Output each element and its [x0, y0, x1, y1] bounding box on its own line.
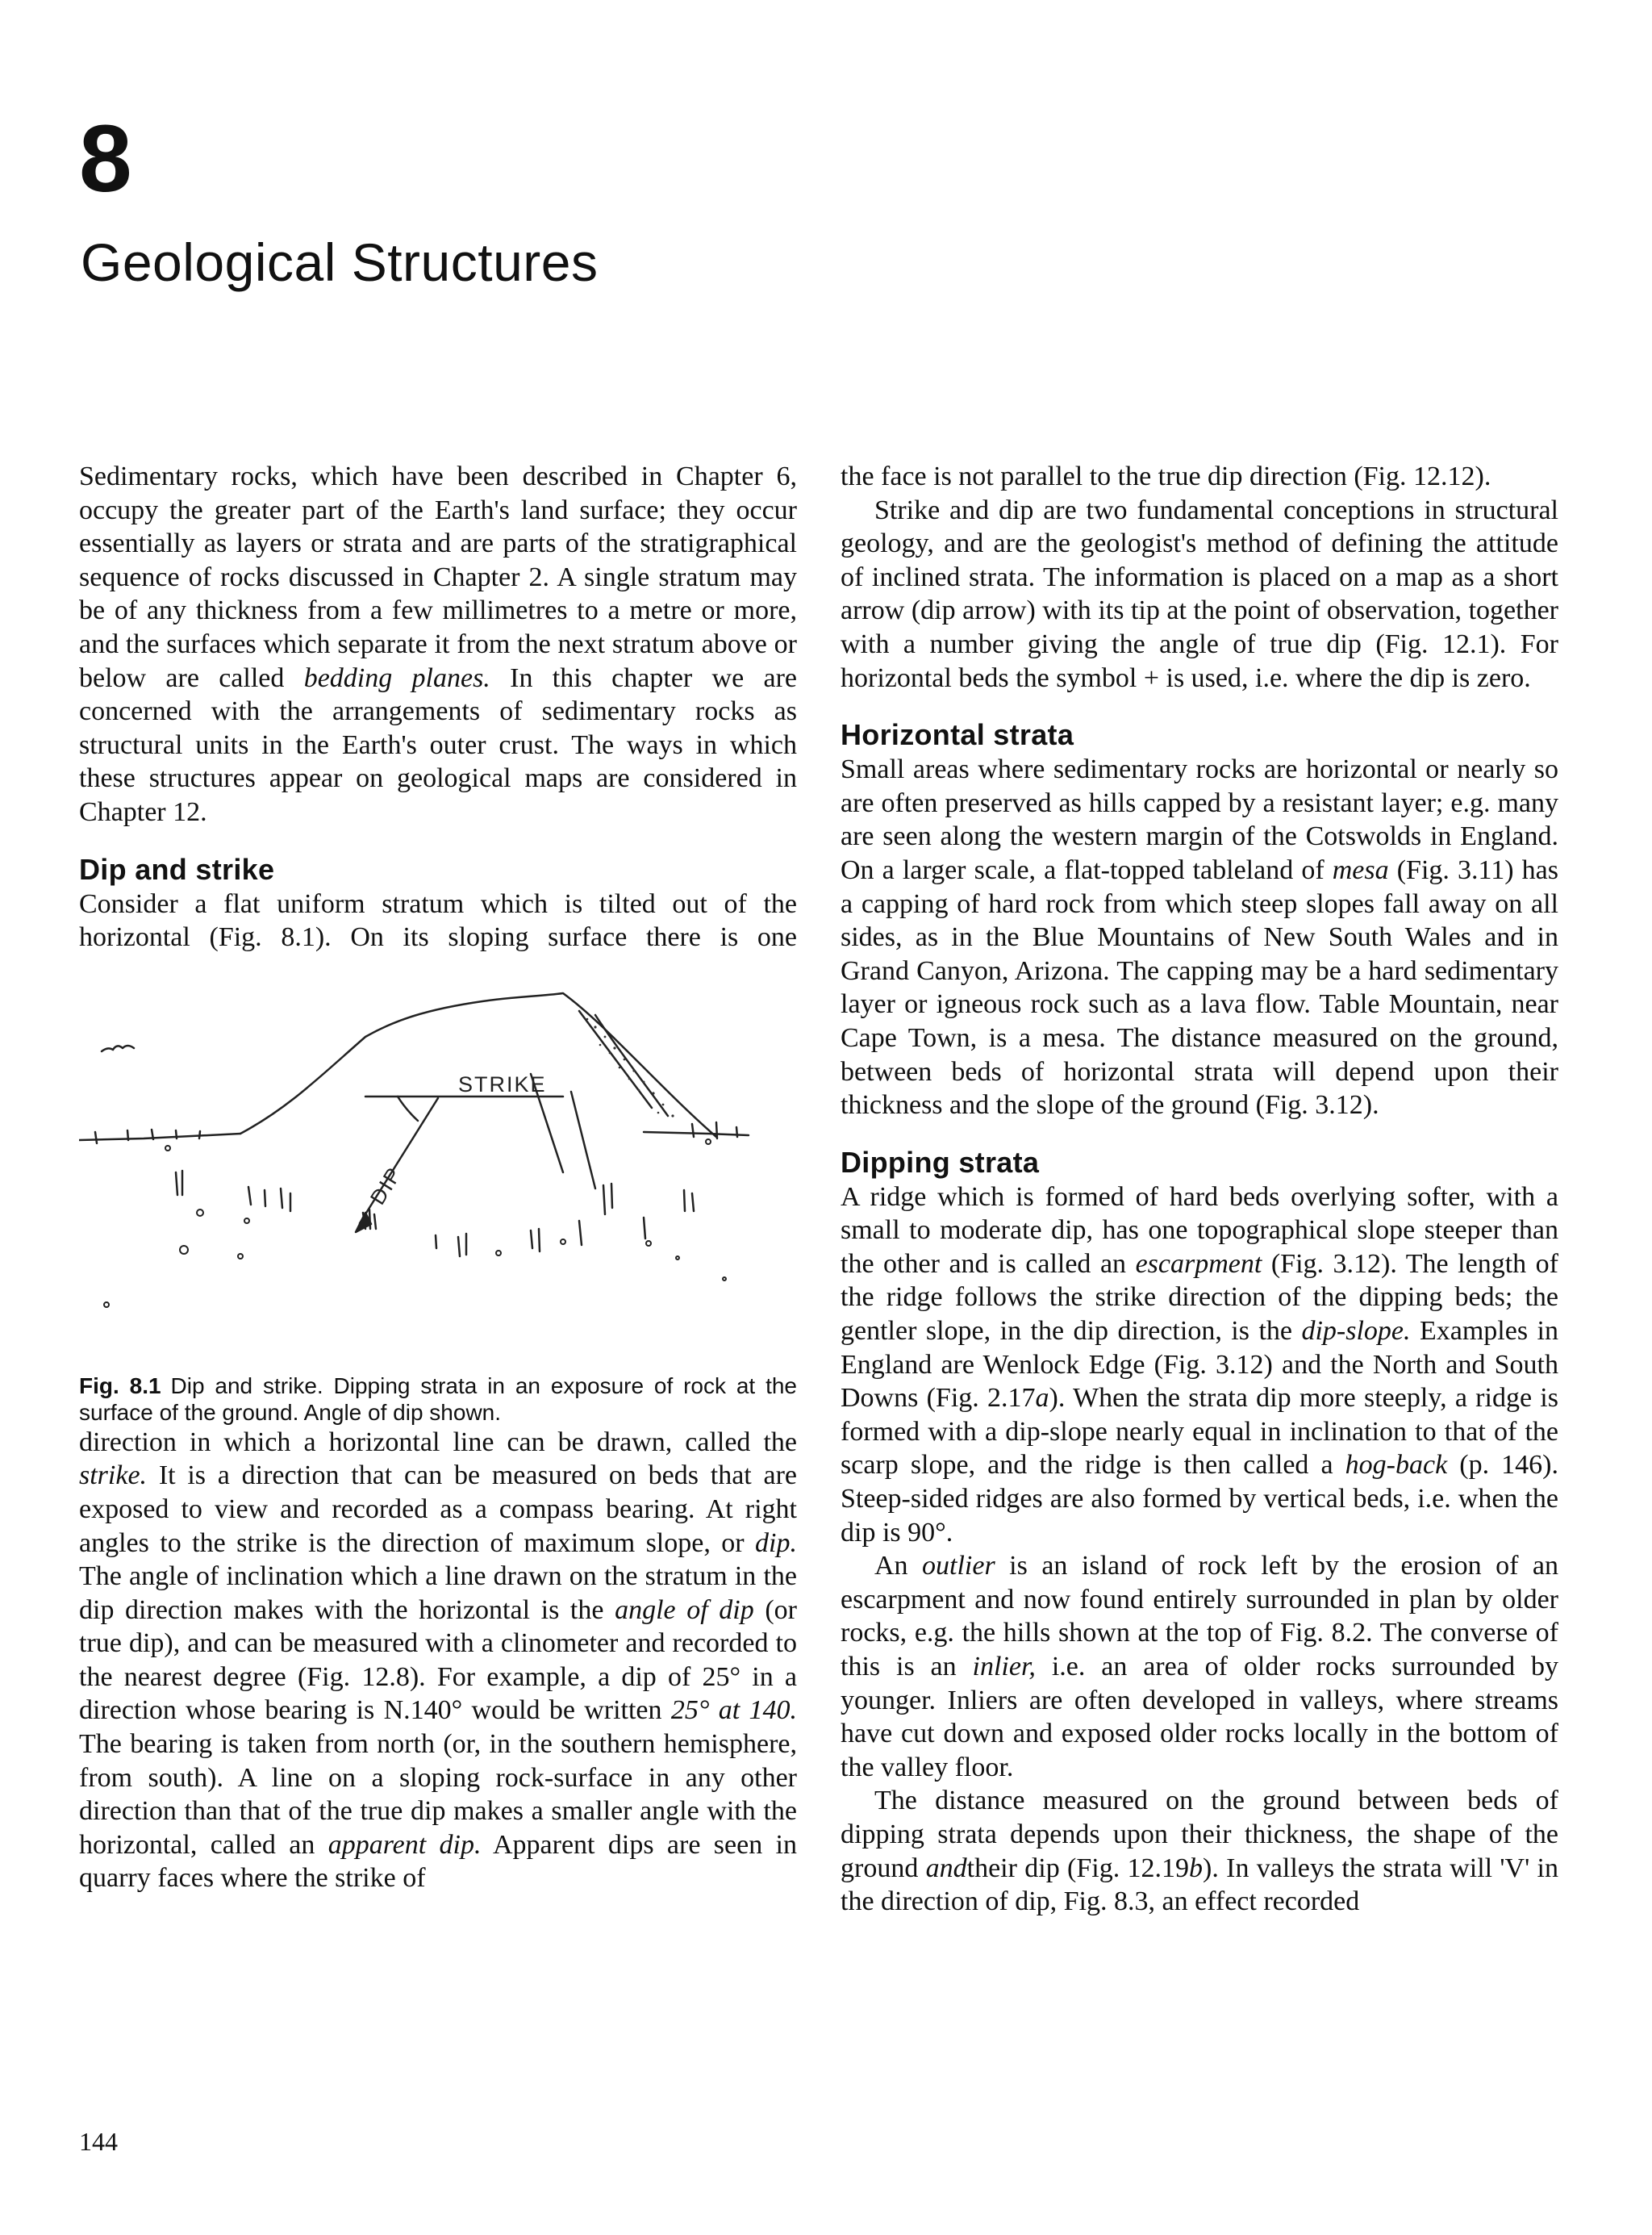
dipping-strata-paragraph: A ridge which is formed of hard beds overlying softer, with a small to moderate dip, has one topographical slope steeper than the other and is called an escarpment (Fig. 3.12). The length of the ridge follows the strike direction of the dipping beds; the gentler slope, in the dip direction, is the dip-slope. Examples in England are Wenlock Edge (Fig. 3.12) and the North and South Downs (Fig. 2.17a). When the strata dip more steeply, a ridge is formed with a dip-slope nearly equal in inclination to that of the scarp slope, and the ridge is then called a hog-back (p. 146). Steep-sided ridges are also formed by vertical beds, i.e. when the dip is 90°.	[841, 1181, 1558, 1548]
intro-paragraph: Sedimentary rocks, which have been described in Chapter 6, occupy the greater part of the Earth's land surface; they occur essentially as layers or strata and are parts of the stratigraphical sequence of rocks discussed in Chapter 2. A single stratum may be of any thickness from a few millimetres to a metre or more, and the surfaces which separate it from the next stratum above or below are called bedding planes. In this chapter we are concerned with the arrangements of sedimentary rocks as structural units in the Earth's outer crust. The ways in which these structures appear on geological maps are considered in Chapter 12.	[79, 462, 797, 827]
scarp-stipple	[586, 1017, 674, 1117]
continued-paragraph: the face is not parallel to the true dip direction (Fig. 12.12).	[841, 462, 1491, 491]
strike-dip-paragraph: Strike and dip are two fundamental conceptions in structural geology, and are the geologist's method of defining the attitude of inclined strata. The information is placed on a map as a short arrow (dip arrow) with its tip at the point of observation, together with a number giving the angle of true dip (Fig. 12.1). For horizontal beds the symbol + is used, i.e. where the dip is zero.	[841, 495, 1558, 693]
section-heading-dipping-strata: Dipping strata	[841, 1145, 1040, 1179]
page-number: 144	[79, 2127, 118, 2156]
strike-label: STRIKE	[458, 1072, 547, 1097]
figure-dip-and-strike	[79, 979, 797, 1358]
outcrop-outline	[240, 993, 716, 1137]
distance-paragraph: The distance measured on the ground between beds of dipping strata depends upon their thickness, the shape of the ground andtheir dip (Fig. 12.19b). In valleys the strata will 'V' in the direction of dip, Fig. 8.3, an effect recorded	[841, 1786, 1558, 1917]
dip-label: DIP	[365, 1162, 407, 1209]
left-column	[79, 460, 797, 1895]
ground-line-right	[644, 1132, 749, 1135]
chapter-number: 8	[79, 106, 132, 212]
bird-sketch	[102, 1046, 134, 1051]
ground-line-left	[79, 1134, 240, 1140]
dip-paragraph-continued: direction in which a horizontal line can be drawn, called the strike. It is a direction that can be measured on beds that are exposed to view and recorded as a compass bearing. At right angles to the strike is the direction of maximum slope, or dip. The angle of inclination which a line drawn on the stratum in the dip direction makes with the horizontal is the angle of dip (or true dip), and can be measured with a clinometer and recorded to the nearest degree (Fig. 12.8). For example, a dip of 25° in a direction whose bearing is N.140° would be written 25° at 140. The bearing is taken from north (or, in the southern hemisphere, from south). A line on a sloping rock-surface in any other direction than that of the true dip makes a smaller angle with the horizontal, called an apparent dip. Apparent dips are seen in quarry faces where the strike of	[79, 1427, 797, 1894]
dip-paragraph-start: Consider a flat uniform stratum which is tilted out of the horizontal (Fig. 8.1). On its sloping surface there is one	[79, 888, 797, 953]
pebbles	[104, 1139, 726, 1307]
dip-angle-arc	[398, 1097, 418, 1121]
dip-arrow-shaft	[360, 1098, 438, 1223]
figure-caption: Fig. 8.1 Dip and strike. Dipping strata in an exposure of rock at the surface of the ground. Angle of dip shown.	[79, 1372, 797, 1425]
chapter-title: Geological Structures	[81, 232, 599, 292]
section-heading-dip-and-strike: Dip and strike	[79, 852, 275, 886]
right-column	[841, 460, 1558, 1919]
horizontal-strata-paragraph: Small areas where sedimentary rocks are horizontal or nearly so are often preserved as hills capped by a resistant layer; e.g. many are seen along the western margin of the Cotswolds in England. On a larger scale, a flat-topped tableland of mesa (Fig. 3.11) has a capping of hard rock from which steep slopes fall away on all sides, as in the Blue Mountains of New South Wales and in Grand Canyon, Arizona. The capping may be a hard sedimentary layer or igneous rock such as a lava flow. Table Mountain, near Cape Town, is a mesa. The distance measured on the ground, between beds of horizontal strata will depend upon their thickness and the slope of the ground (Fig. 3.12).	[841, 754, 1558, 1121]
outlier-paragraph: An outlier is an island of rock left by the erosion of an escarpment and now found entirely surrounded in plan by older rocks, e.g. the hills shown at the top of Fig. 8.2. The converse of this is an inlier, i.e. an area of older rocks surrounded by younger. Inliers are often developed in valleys, where streams have cut down and exposed older rocks locally in the bottom of the valley floor.	[841, 1551, 1558, 1782]
section-heading-horizontal-strata: Horizontal strata	[841, 718, 1074, 752]
figure-caption-label: Fig. 8.1	[79, 1372, 161, 1398]
